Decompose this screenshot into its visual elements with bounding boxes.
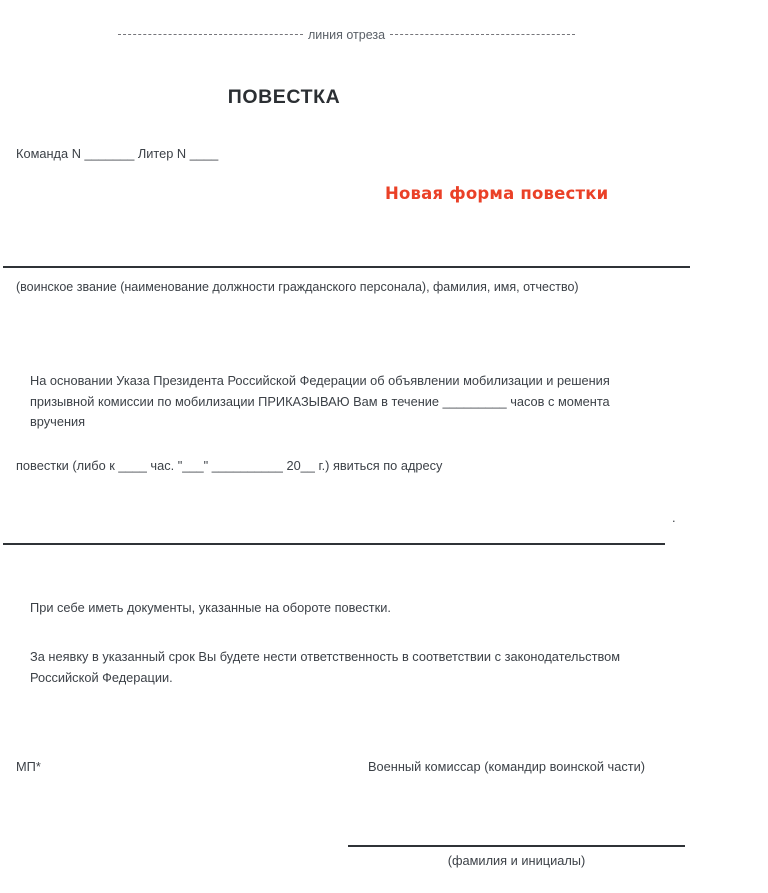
cut-line-dashes-right <box>390 34 575 36</box>
official-title-label: Военный комиссар (командир воинской части) <box>368 759 645 774</box>
address-fill-rule <box>3 543 665 545</box>
documents-paragraph-text: При себе иметь документы, указанные на обороте повестки. <box>30 600 391 615</box>
new-form-annotation: Новая форма повестки <box>385 184 609 203</box>
address-paragraph: повестки (либо к ____ час. "___" __________ 20__ г.) явиться по адресу <box>16 458 443 473</box>
liability-paragraph <box>16 647 664 688</box>
stamp-place-label: МП* <box>16 759 41 774</box>
cut-line-dashes-left <box>118 34 303 36</box>
recipient-fill-rule <box>3 266 690 268</box>
liability-paragraph-text: За неявку в указанный срок Вы будете нести ответственность в соответствии с законодательством Российской Федерации. <box>30 649 621 685</box>
recipient-caption: (воинское звание (наименование должности гражданского персонала), фамилия, имя, отчество) <box>16 280 579 294</box>
address-trailing-mark: . <box>672 510 676 525</box>
cut-line <box>118 26 575 44</box>
order-paragraph <box>16 371 664 433</box>
cut-line-label: линия отреза <box>307 27 386 42</box>
order-paragraph-text: На основании Указа Президента Российской Федерации об объявлении мобилизации и решения призывной комиссии по мобилизации ПРИКАЗЫВАЮ Вам в течение _________ часов с момента вручения <box>30 373 610 429</box>
signature-name-caption: (фамилия и инициалы) <box>447 853 586 868</box>
signature-fill-rule <box>348 845 685 847</box>
documents-paragraph <box>16 598 664 619</box>
team-letter-line: Команда N _______ Литер N ____ <box>16 146 219 161</box>
page-title: ПОВЕСТКА <box>227 86 341 108</box>
